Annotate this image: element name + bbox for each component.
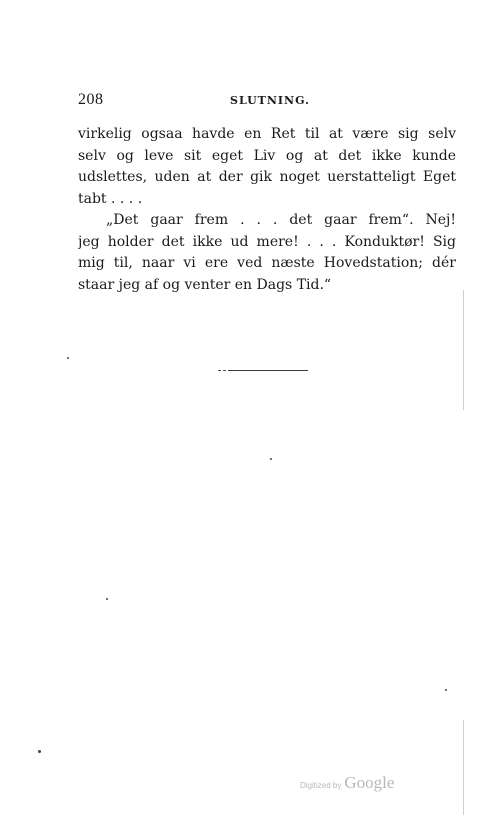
text-line: virkelig ogsaa havde en Ret til at være sig selv bbox=[78, 126, 456, 142]
text-line: mig til, naar vi ere ved næste Hovedstation; dér bbox=[78, 255, 456, 271]
print-speck bbox=[106, 598, 108, 600]
text-line: „Det gaar frem . . . det gaar frem“. Nej! bbox=[106, 212, 456, 228]
text-line: udslettes, uden at der gik noget uerstatteligt Eget bbox=[78, 169, 456, 185]
digitized-watermark bbox=[300, 773, 394, 797]
print-speck bbox=[67, 357, 69, 359]
text-line: staar jeg af og venter en Dags Tid.“ bbox=[78, 276, 332, 293]
running-head: SLUTNING. bbox=[230, 94, 310, 107]
section-end-rule-dash bbox=[218, 370, 226, 371]
print-speck bbox=[270, 458, 272, 460]
page-edge-line bbox=[463, 720, 464, 815]
text-line: tabt . . . . bbox=[78, 190, 143, 207]
page-edge-line bbox=[463, 290, 464, 410]
digitized-by-label: Digitized by bbox=[300, 781, 342, 790]
page-number: 208 bbox=[78, 91, 104, 108]
page-header bbox=[78, 91, 458, 111]
google-logo: Google bbox=[344, 773, 395, 792]
print-speck bbox=[445, 689, 447, 691]
text-line: jeg holder det ikke ud mere! . . . Konduktør! Sig bbox=[78, 233, 456, 250]
text-line: selv og leve sit eget Liv og at det ikke kunde bbox=[78, 147, 456, 164]
section-end-rule bbox=[228, 370, 308, 371]
print-speck bbox=[38, 750, 41, 753]
body-text bbox=[78, 124, 456, 296]
